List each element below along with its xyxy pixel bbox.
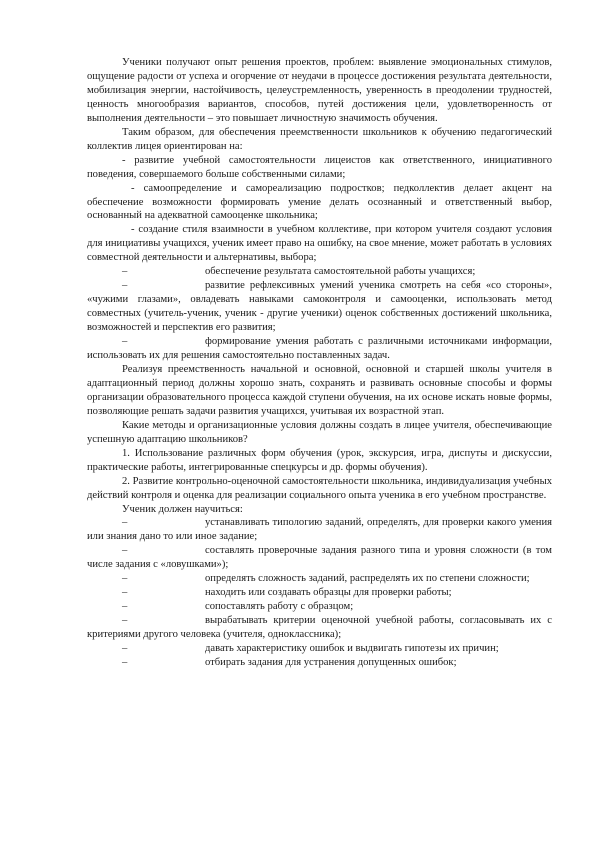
list-dash: –	[122, 266, 128, 278]
list-dash: –	[122, 587, 128, 599]
list-dash: –	[122, 601, 128, 613]
list-item-text: развитие рефлексивных умений ученика смотреть на себя «со стороны», «чужими глазами», овладевать навыками самоконтроля и самооценки, использовать метод совместных (учитель-ученик, ученик - другие ученики) оценок собственных достижений школьника, возможностей и перспектив его развития;	[87, 280, 552, 334]
list-item-text: сопоставлять работу с образцом;	[205, 601, 354, 613]
list-dash: –	[122, 615, 128, 627]
list-item	[87, 586, 552, 600]
paragraph: - создание стиля взаимности в учебном коллективе, при котором учителя создают условия для инициативы учащихся, ученик имеет право на ошибку, на свое мнение, может работать в условиях совместной деятельности и альтернативы, выбора;	[87, 224, 552, 264]
list-item	[87, 614, 552, 642]
list-item-text: вырабатывать критерии оценочной учебной работы, согласовывать их с критериями другого человека (учителя, одноклассника);	[87, 615, 552, 641]
paragraph: Ученики получают опыт решения проектов, проблем: выявление эмоциональных стимулов, ощущение радости от успеха и огорчение от неудачи в процессе достижения результата деятельности, мобилизация энергии, настойчивость, целеустремленность, уверенность в преодолении трудностей, ценность многообразия вариантов, способов, путей достижения цели, удовлетворенность от выполнения деятельности – это повышает личностную значимость обучения.	[87, 57, 552, 124]
list-item	[87, 544, 552, 572]
list-item	[87, 335, 552, 363]
list-item	[87, 572, 552, 586]
list-item-text: составлять проверочные задания разного типа и уровня сложности (в том числе задания с «ловушками»);	[87, 545, 552, 571]
list-item	[87, 279, 552, 335]
list-dash: –	[122, 545, 128, 557]
list-item-text: обеспечение результата самостоятельной работы учащихся;	[205, 266, 476, 278]
paragraph: - развитие учебной самостоятельности лицеистов как ответственного, инициативного поведения, совершаемого больше собственными силами;	[87, 154, 552, 180]
list-item-text: отбирать задания для устранения допущенных ошибок;	[205, 656, 457, 668]
paragraph: Какие методы и организационные условия должны создать в лицее учителя, обеспечивающие успешную адаптацию школьников?	[87, 419, 552, 445]
list-dash: –	[122, 656, 128, 668]
list-item-text: находить или создавать образцы для проверки работы;	[205, 587, 452, 599]
list-item	[87, 265, 552, 279]
paragraph: 1. Использование различных форм обучения (урок, экскурсия, игра, диспуты и дискуссии, практические работы, интегрированные спецкурсы и др. формы обучения).	[87, 447, 552, 473]
paragraph: 2. Развитие контрольно-оценочной самостоятельности школьника, индивидуализация учебных действий контроля и оценка для реализации социального опыта ученика в его учебном пространстве.	[87, 475, 552, 501]
paragraph: Реализуя преемственность начальной и основной, основной и старшей школы учителя в адаптационный период должны хорошо знать, сохранять и развивать основные способы и формы организации образовательного процесса каждой ступени обучения, на их основе искать новые формы, позволяющие решать задачи развития учащихся, учитывая их возрастной этап.	[87, 363, 552, 417]
paragraph: Ученик должен научиться:	[122, 503, 243, 515]
document-page	[87, 56, 552, 670]
list-dash: –	[122, 336, 128, 348]
list-dash: –	[122, 643, 128, 655]
list-dash: –	[122, 280, 128, 292]
paragraph: - самоопределение и самореализацию подростков; педколлектив делает акцент на обеспечение возможности формировать умение делать осознанный и ответственный выбор, основанный на адекватной самооценке школьника;	[87, 182, 552, 222]
list-item	[87, 516, 552, 544]
list-item	[87, 642, 552, 656]
list-item	[87, 600, 552, 614]
list-item	[87, 656, 552, 670]
list-item-text: определять сложность заданий, распределять их по степени сложности;	[205, 573, 530, 585]
list-item-text: устанавливать типологию заданий, определять, для проверки какого умения или знания дано то или иное задание;	[87, 517, 552, 543]
list-dash: –	[122, 517, 128, 529]
paragraph: Таким образом, для обеспечения преемственности школьников к обучению педагогический коллектив лицея ориентирован на:	[87, 126, 552, 152]
list-item-text: формирование умения работать с различными источниками информации, использовать их для решения самостоятельно поставленных задач.	[87, 336, 552, 362]
list-item-text: давать характеристику ошибок и выдвигать гипотезы их причин;	[205, 643, 499, 655]
list-dash: –	[122, 573, 128, 585]
